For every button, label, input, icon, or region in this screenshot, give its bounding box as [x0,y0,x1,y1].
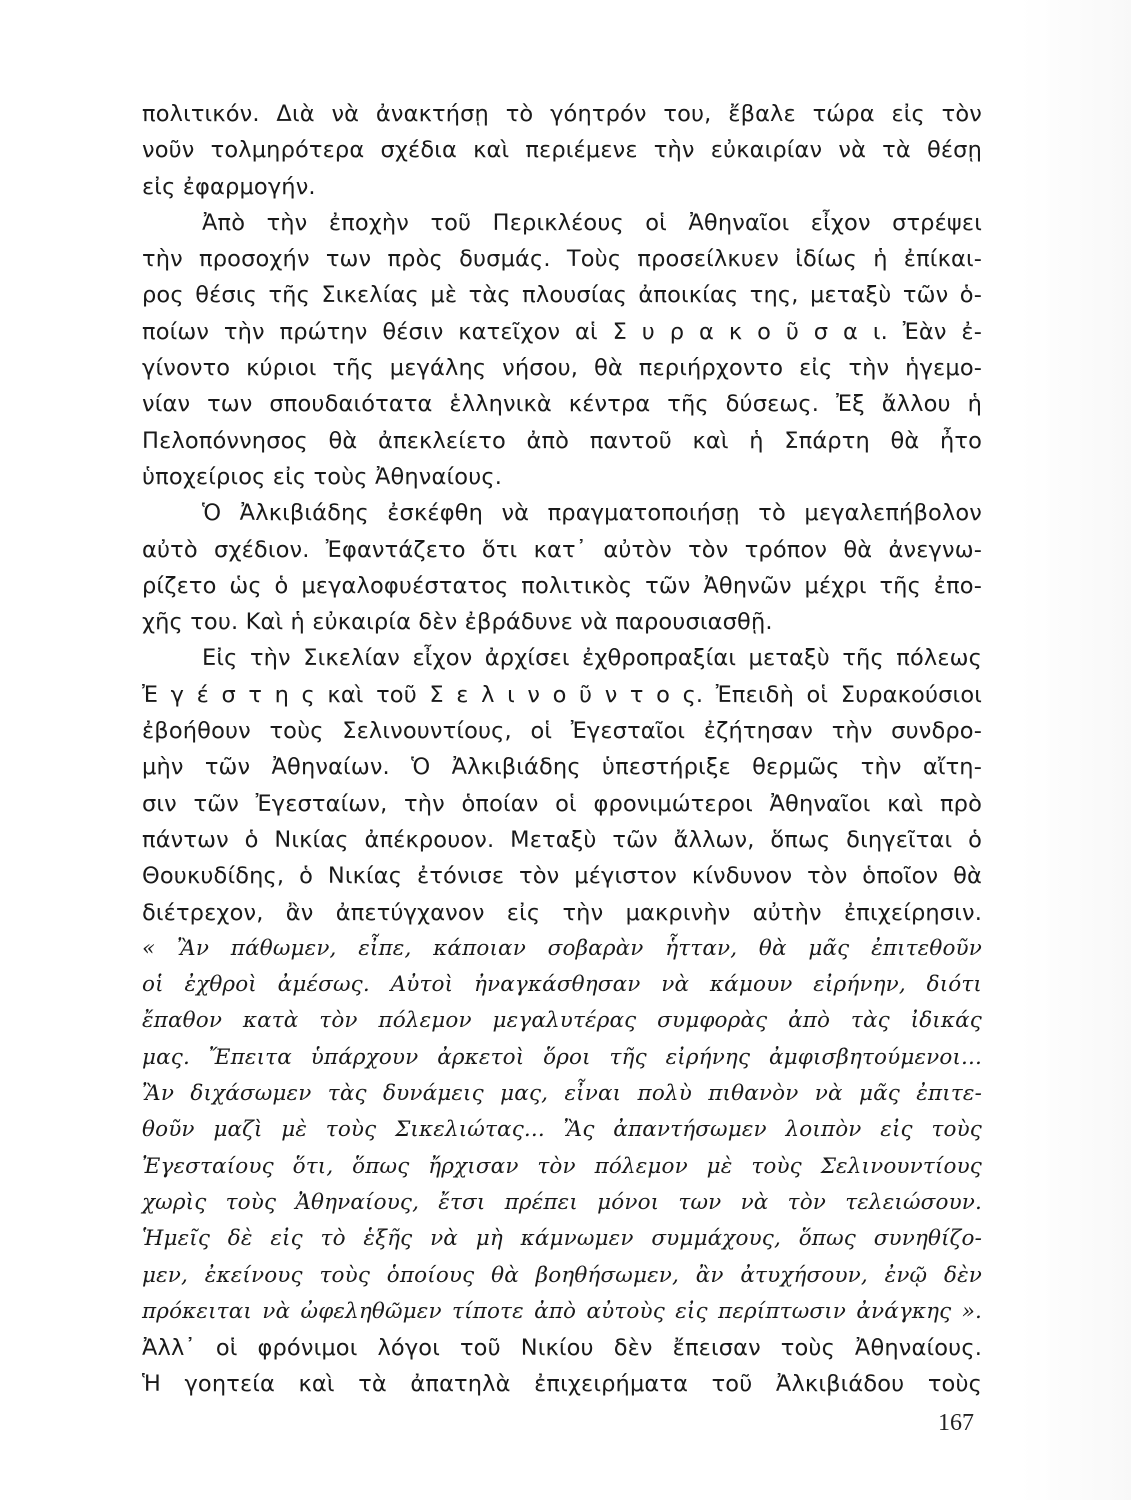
quote-line: Ἐγεσταίους ὅτι, ὅπως ἤρχισαν τὸν πόλεμον μὲ τοὺς Σελινουντίους [142,1153,982,1179]
quote-line: Ἡμεῖς δὲ εἰς τὸ ἑξῆς νὰ μὴ κάμνωμεν συμμάχους, ὅπως συνηθίζο- [142,1226,982,1252]
text-line: Ἀπὸ τὴν ἐποχὴν τοῦ Περικλέους οἱ Ἀθηναῖοι εἶχον στρέψει [202,209,982,236]
text-line: νίαν των σπουδαιότατα ἑλληνικὰ κέντρα τῆς δύσεως. Ἐξ ἄλλου ἡ [142,391,982,418]
text-line: πάντων ὁ Νικίας ἀπέκρουον. Μεταξὺ τῶν ἄλλων, ὅπως διηγεῖται ὁ [142,826,982,853]
quote-line: Ἂν διχάσωμεν τὰς δυνάμεις μας, εἶναι πολὺ πιθανὸν νὰ μᾶς ἐπιτε- [142,1081,982,1107]
text-line: εἰς ἐφαρμογήν. [142,173,316,200]
text-line: χῆς του. Καὶ ἡ εὐκαιρία δὲν ἐβράδυνε νὰ παρουσιασθῇ. [142,609,773,636]
text-line: Ἐ γ έ σ τ η ς καὶ τοῦ Σ ε λ ι ν ο ῦ ν τ ο ς. Ἐπειδὴ οἱ Συρακούσιοι [142,681,982,708]
text-line: ρίζετο ὡς ὁ μεγαλοφυέστατος πολιτικὸς τῶν Ἀθηνῶν μέχρι τῆς ἐπο- [142,572,982,599]
text-line: τὴν προσοχήν των πρὸς δυσμάς. Τοὺς προσείλκυεν ἰδίως ἡ ἐπίκαι- [142,246,982,273]
text-line: Ἡ γοητεία καὶ τὰ ἀπατηλὰ ἐπιχειρήματα τοῦ Ἀλκιβιάδου τοὺς [142,1371,982,1398]
quote-line: ἔπαθον κατὰ τὸν πόλεμον μεγαλυτέρας συμφορὰς ἀπὸ τὰς ἰδικάς [142,1008,982,1034]
text-line: Ἀλλ᾽ οἱ φρόνιμοι λόγοι τοῦ Νικίου δὲν ἔπεισαν τοὺς Ἀθηναίους. [142,1335,982,1362]
text-line: Ὁ Ἀλκιβιάδης ἐσκέφθη νὰ πραγματοποιήσῃ τὸ μεγαλεπήβολον [202,500,982,527]
quote-line: οἱ ἐχθροὶ ἀμέσως. Αὐτοὶ ἠναγκάσθησαν νὰ κάμουν εἰρήνην, διότι [142,972,982,998]
text-line: ποίων τὴν πρώτην θέσιν κατεῖχον αἱ Σ υ ρ α κ ο ῦ σ α ι. Ἐὰν ἐ- [142,318,982,345]
text-line: μὴν τῶν Ἀθηναίων. Ὁ Ἀλκιβιάδης ὑπεστήριξε θερμῶς τὴν αἴτη- [142,754,982,781]
page-number: 167 [938,1410,974,1436]
text-line: ρος θέσις τῆς Σικελίας μὲ τὰς πλουσίας ἀποικίας της, μεταξὺ τῶν ὁ- [142,282,982,309]
quote-line: μας. Ἔπειτα ὑπάρχουν ἀρκετοὶ ὅροι τῆς εἰρήνης ἀμφισβητούμενοι... [142,1044,982,1070]
text-line: γίνοντο κύριοι τῆς μεγάλης νήσου, θὰ περιήρχοντο εἰς τὴν ἡγεμο- [142,355,982,382]
quote-line: πρόκειται νὰ ὠφεληθῶμεν τίποτε ἀπὸ αὐτοὺς εἰς περίπτωσιν ἀνάγκης ». [142,1298,982,1324]
text-line: σιν τῶν Ἐγεσταίων, τὴν ὁποίαν οἱ φρονιμώτεροι Ἀθηναῖοι καὶ πρὸ [142,790,982,817]
text-line: Πελοπόννησος θὰ ἀπεκλείετο ἀπὸ παντοῦ καὶ ἡ Σπάρτη θὰ ἦτο [142,427,982,454]
text-line: αὐτὸ σχέδιον. Ἐφαντάζετο ὅτι κατ᾽ αὐτὸν τὸν τρόπον θὰ ἀνεγνω- [142,536,982,563]
text-line: Εἰς τὴν Σικελίαν εἶχον ἀρχίσει ἐχθροπραξίαι μεταξὺ τῆς πόλεως [202,645,982,672]
quote-line: « Ἂν πάθωμεν, εἶπε, κάποιαν σοβαρὰν ἧτταν, θὰ μᾶς ἐπιτεθοῦν [142,935,982,961]
quote-line: θοῦν μαζὶ μὲ τοὺς Σικελιώτας... Ἂς ἀπαντήσωμεν λοιπὸν εἰς τοὺς [142,1117,982,1143]
body-text [142,96,982,1403]
scan-edge-shade [1020,0,1131,1500]
text-line: νοῦν τολμηρότερα σχέδια καὶ περιέμενε τὴν εὐκαιρίαν νὰ τὰ θέσῃ [142,137,982,164]
quote-line: χωρὶς τοὺς Ἀθηναίους, ἔτσι πρέπει μόνοι των νὰ τὸν τελειώσουν. [142,1189,982,1215]
quote-line: μεν, ἐκείνους τοὺς ὁποίους θὰ βοηθήσωμεν, ἂν ἀτυχήσουν, ἐνῷ δὲν [142,1262,982,1288]
text-line: ἐβοήθουν τοὺς Σελινουντίους, οἱ Ἐγεσταῖοι ἐζήτησαν τὴν συνδρο- [142,718,982,745]
text-line: Θουκυδίδης, ὁ Νικίας ἐτόνισε τὸν μέγιστον κίνδυνον τὸν ὁποῖον θὰ [142,863,982,890]
text-line: ὑποχείριος εἰς τοὺς Ἀθηναίους. [142,463,503,490]
text-line: πολιτικόν. Διὰ νὰ ἀνακτήσῃ τὸ γόητρόν του, ἔβαλε τώρα εἰς τὸν [142,101,982,127]
text-line: διέτρεχον, ἂν ἀπετύγχανον εἰς τὴν μακρινὴν αὐτὴν ἐπιχείρησιν. [142,899,982,926]
